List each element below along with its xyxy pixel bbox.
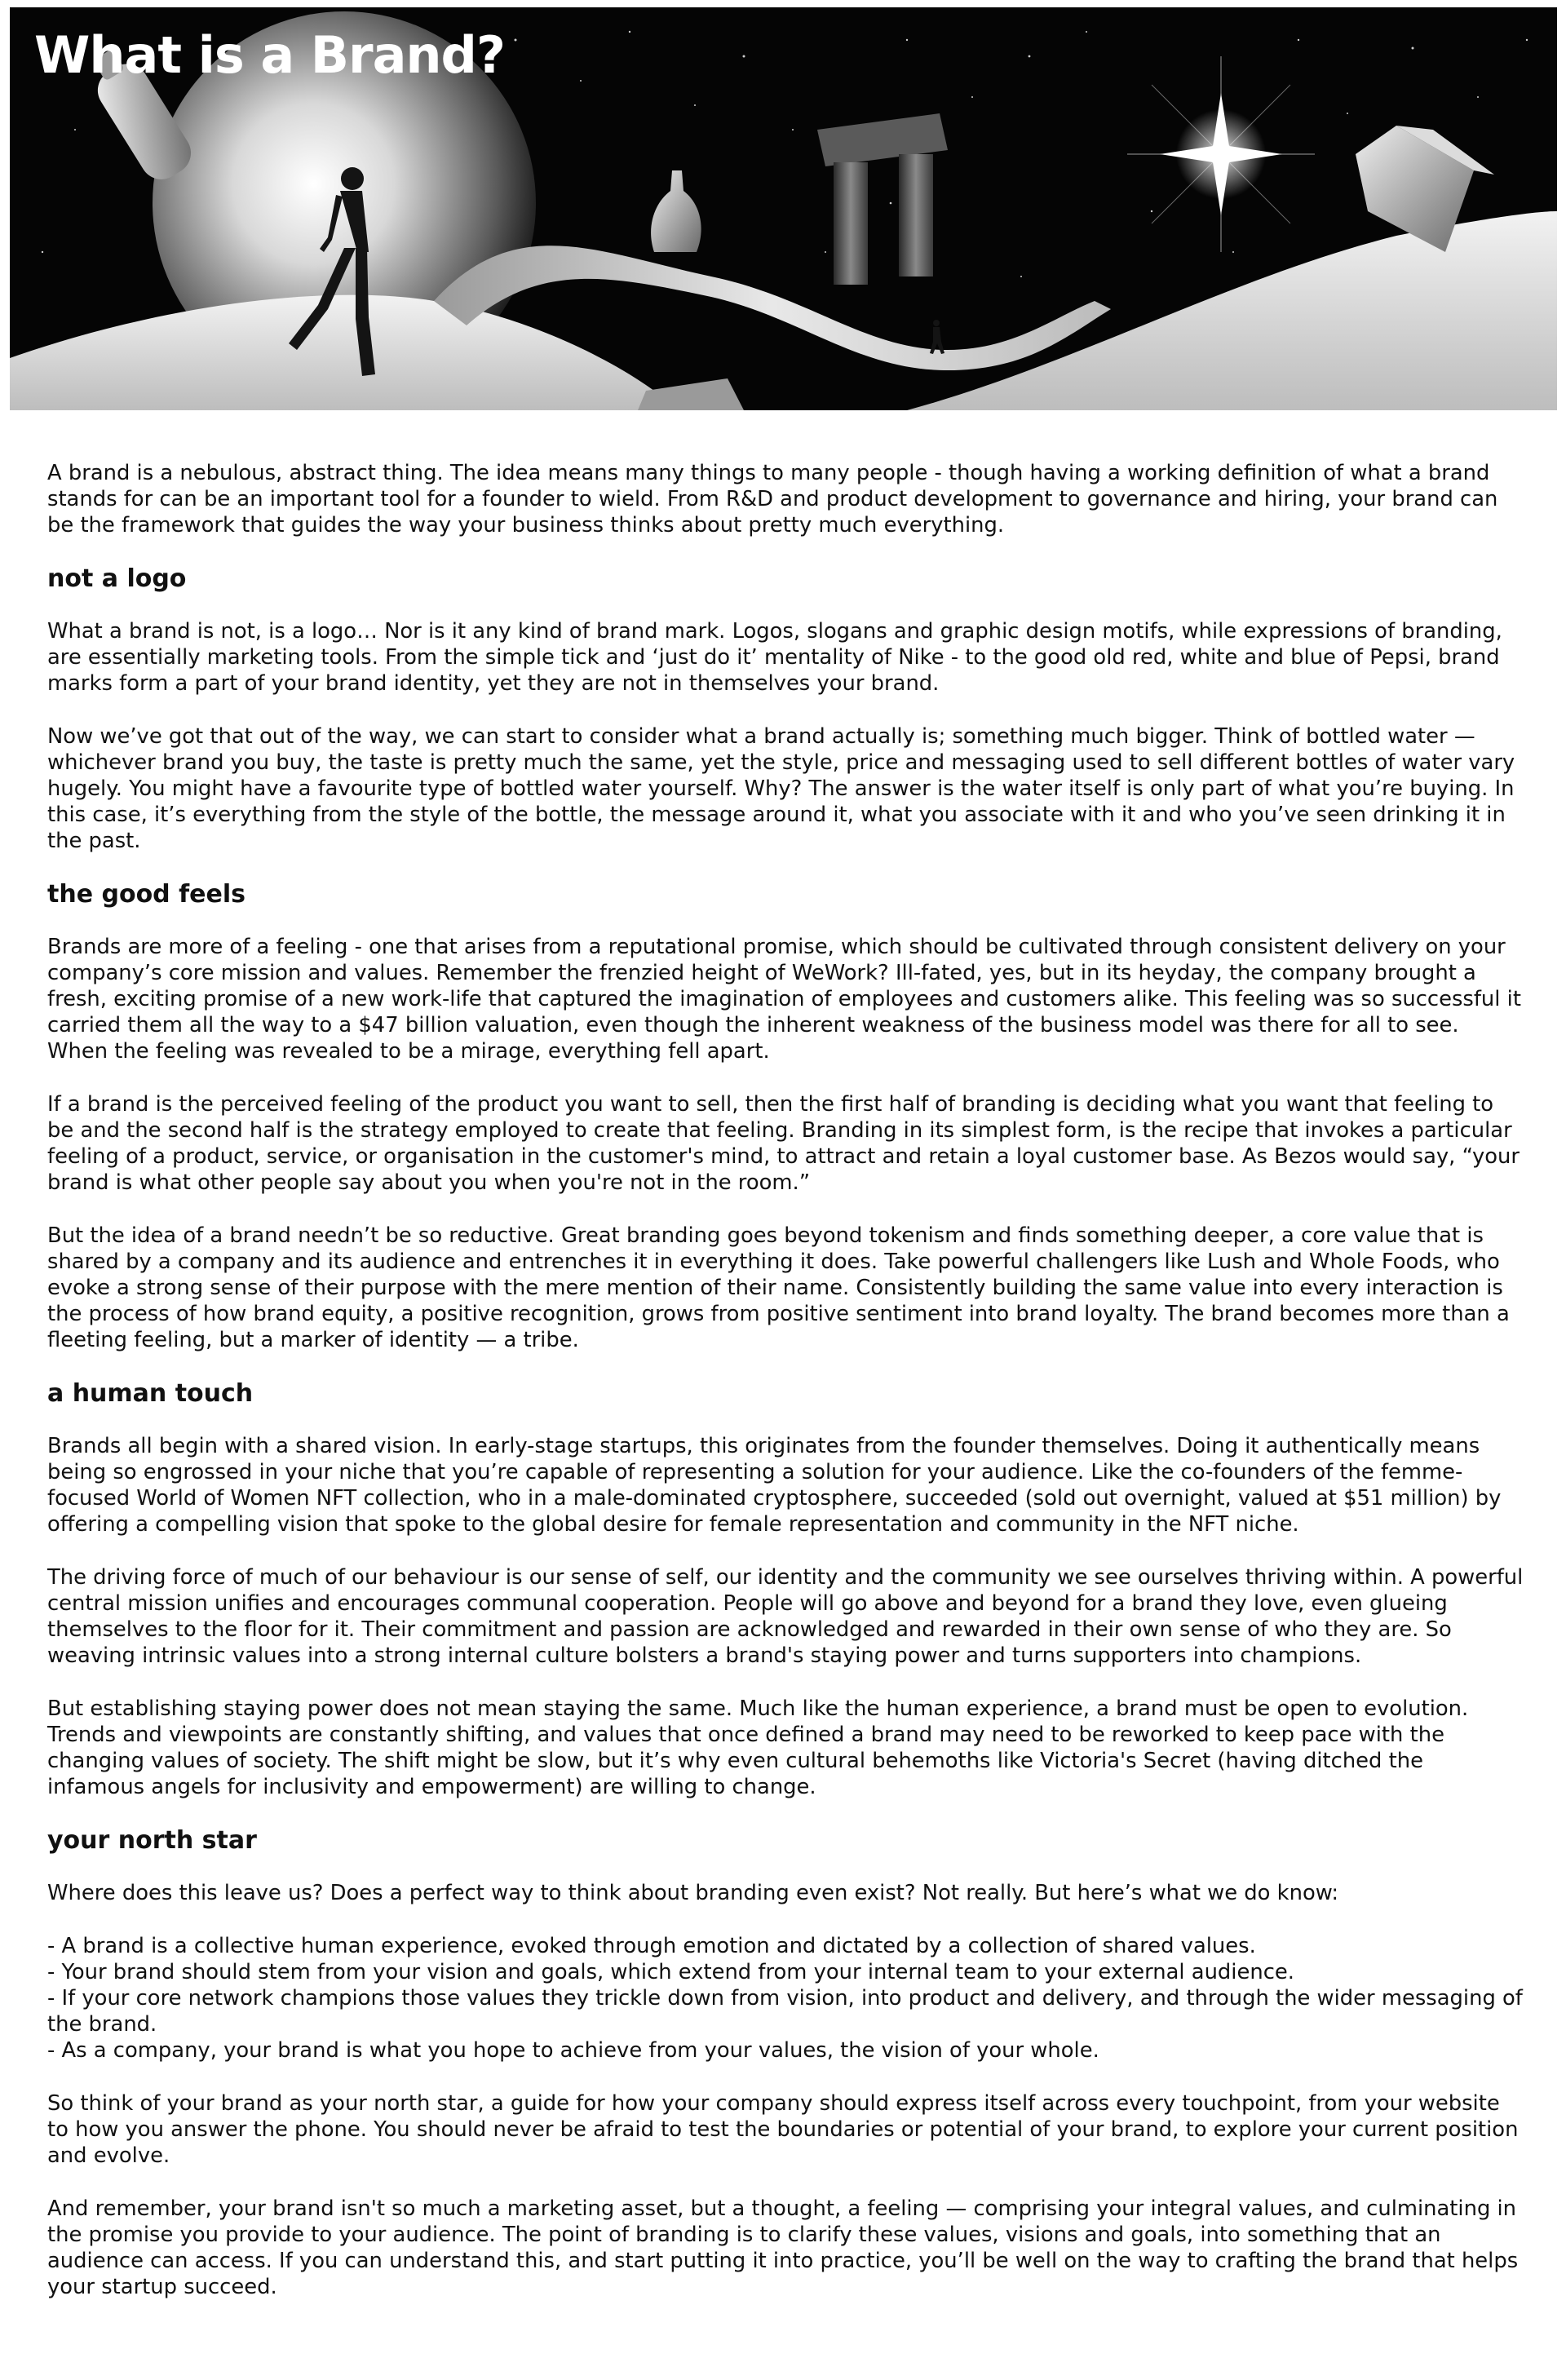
paragraph: Where does this leave us? Does a perfect way to think about branding even exist? Not really. But here’s what we do know: <box>47 1881 1339 1905</box>
paragraph: But the idea of a brand needn’t be so reductive. Great branding goes beyond tokenism and finds something deeper, a core value that is shared by a company and its audience and entrenches it in everything it does. Take powerful challengers like Lush and Whole Foods, who evoke a strong sense of their purpose with the mere mention of their name. Consistently building the same value into every interaction is the process of how brand equity, a positive recognition, grows from positive sentiment into brand loyalty. The brand becomes more than a fleeting feeling, but a marker of identity — a tribe. <box>47 1223 1510 1352</box>
hill-left <box>10 295 679 410</box>
cube-bottom <box>638 378 744 410</box>
section-heading-the-good-feels: the good feels <box>47 880 246 909</box>
list-item: - Your brand should stem from your vision and goals, which extend from your internal team to your external audience. <box>47 1960 1294 1984</box>
section-heading-not-a-logo: not a logo <box>47 564 187 593</box>
tiny-figure <box>930 320 944 354</box>
list-item: - As a company, your brand is what you hope to achieve from your values, the vision of your whole. <box>47 2038 1099 2063</box>
hero-banner <box>10 7 1557 410</box>
bright-star <box>1127 56 1315 252</box>
article-body <box>47 460 1524 2327</box>
paragraph: The driving force of much of our behaviour is our sense of self, our identity and the community we see ourselves thriving within. A powerful central mission unifies and encourages communal cooperation. People will go above and beyond for a brand they love, even glueing themselves to the floor for it. Their commitment and passion are acknowledged and rewarded in their own sense of who they are. So weaving intrinsic values into a strong internal culture bolsters a brand's staying power and turns supporters into champions. <box>47 1565 1524 1668</box>
list-item: - If your core network champions those values they trickle down from vision, into product and delivery, and through the wider messaging of the brand. <box>47 1986 1523 2037</box>
paragraph: Now we’ve got that out of the way, we can start to consider what a brand actually is; something much bigger. Think of bottled water — whichever brand you buy, the taste is pretty much the same, yet the style, price and messaging used to sell different bottles of water vary hugely. You might have a favourite type of bottled water yourself. Why? The answer is the water itself is only part of what you’re buying. In this case, it’s everything from the style of the bottle, the message around it, what you associate with it and who you’ve seen drinking it in the past. <box>47 724 1515 853</box>
paragraph: And remember, your brand isn't so much a marketing asset, but a thought, a feeling — comprising your integral values, and culminating in the promise you provide to your audience. The point of branding is to clarify these values, visions and goals, into something that an audience can access. If you can understand this, and start putting it into practice, you’ll be well on the way to crafting the brand that helps your startup succeed. <box>47 2196 1519 2299</box>
paragraph: But establishing staying power does not mean staying the same. Much like the human experience, a brand must be open to evolution. Trends and viewpoints are constantly shifting, and values that once defined a brand may need to be reworked to keep pace with the changing values of society. The shift might be slow, but it’s why even cultural behemoths like Victoria's Secret (having ditched the infamous angels for inclusivity and empowerment) are willing to change. <box>47 1697 1469 1799</box>
paragraph: If a brand is the perceived feeling of the product you want to sell, then the first half of branding is deciding what you want that feeling to be and the second half is the strategy employed to create that feeling. Branding in its simplest form, is the recipe that invokes a particular feeling of a product, service, or organisation in the customer's mind, to attract and retain a loyal customer base. As Bezos would say, “your brand is what other people say about you when you're not in the room.” <box>47 1092 1520 1195</box>
stone-arch <box>817 113 948 285</box>
hill-right <box>907 211 1557 410</box>
section-heading-a-human-touch: a human touch <box>47 1379 254 1408</box>
bottle-small <box>651 170 701 252</box>
paragraph: Brands all begin with a shared vision. In early-stage startups, this originates from the founder themselves. Doing it authentically means being so engrossed in your niche that you’re capable of representing a solution for your audience. Like the co-founders of the femme-focused World of Women NFT collection, who in a male-dominated cryptosphere, succeeded (sold out overnight, valued at $51 million) by offering a compelling vision that spoke to the global desire for female representation and community in the NFT niche. <box>47 1434 1502 1537</box>
section-heading-your-north-star: your north star <box>47 1826 257 1855</box>
paragraph: Brands are more of a feeling - one that arises from a reputational promise, which should be cultivated through consistent delivery on your company’s core mission and values. Remember the frenzied height of WeWork? Ill-fated, yes, but in its heyday, the company brought a fresh, exciting promise of a new work-life that captured the imagination of employees and customers alike. This feeling was so successful it carried them all the way to a $47 billion valuation, even though the inherent weakness of the business model was there for all to see. When the feeling was revealed to be a mirage, everything fell apart. <box>47 935 1521 1064</box>
takeaway-list <box>47 1933 1524 2064</box>
paragraph: So think of your brand as your north star, a guide for how your company should express itself across every touchpoint, from your website to how you answer the phone. You should never be afraid to test the boundaries or potential of your brand, to explore your current position and evolve. <box>47 2091 1519 2168</box>
paragraph: What a brand is not, is a logo… Nor is it any kind of brand mark. Logos, slogans and graphic design motifs, while expressions of branding, are essentially marketing tools. From the simple tick and ‘just do it’ mentality of Nike - to the good old red, white and blue of Pepsi, brand marks form a part of your brand identity, yet they are not in themselves your brand. <box>47 619 1502 696</box>
intro-paragraph: A brand is a nebulous, abstract thing. The idea means many things to many people - though having a working definition of what a brand stands for can be an important tool for a founder to wield. From R&D and product development to governance and hiring, your brand can be the framework that guides the way your business thinks about pretty much everything. <box>47 461 1498 537</box>
page-title: What is a Brand? <box>34 25 505 85</box>
list-item: - A brand is a collective human experience, evoked through emotion and dictated by a collection of shared values. <box>47 1934 1256 1958</box>
